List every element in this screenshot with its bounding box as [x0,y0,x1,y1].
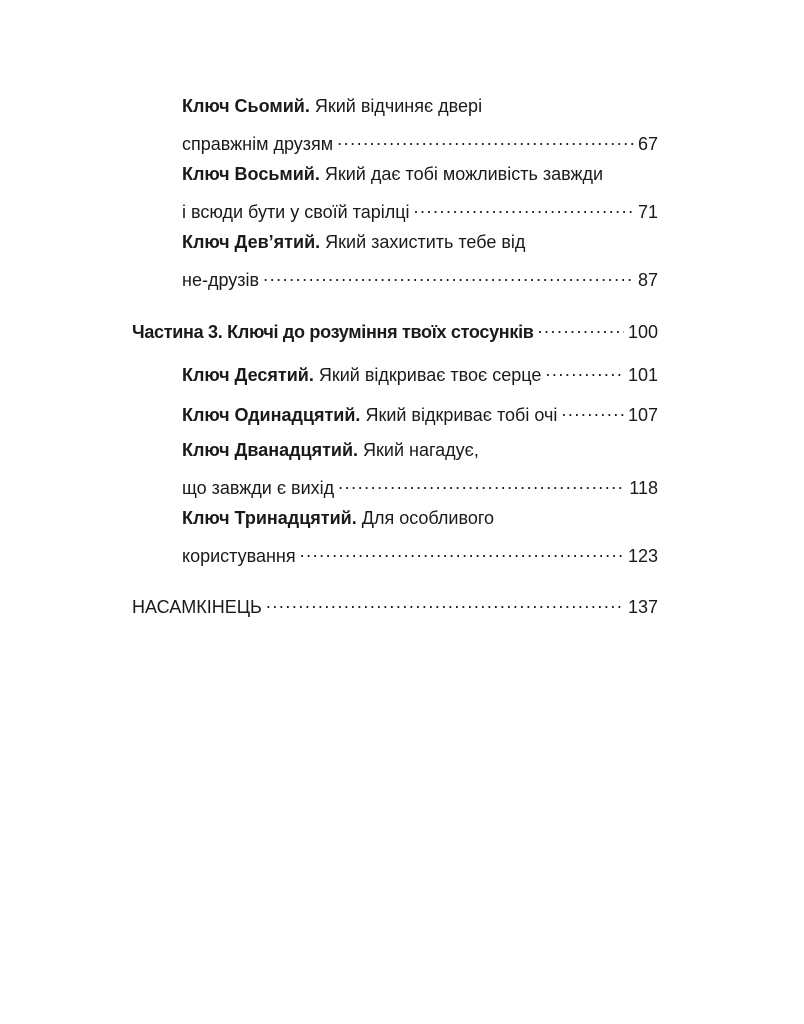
toc-page-number: 100 [627,322,658,342]
toc-entry-line1 [182,95,658,117]
dot-leader [561,399,624,421]
toc-entry-key-seven[interactable] [182,95,658,155]
toc-entry-line [132,591,658,618]
toc-entry-text: Який відчиняє двері [309,96,483,116]
toc-page-number: 137 [627,597,658,617]
dot-leader [263,264,634,286]
toc-entry-line [182,359,658,386]
toc-key-label: Ключ Восьмий. [182,164,320,184]
toc-entry-key-eight[interactable] [182,163,658,223]
toc-page-number: 107 [627,405,658,425]
dot-leader [538,316,624,338]
toc-entry-text-cont: користування [182,546,296,566]
toc-entry-text: Який відкриває тобі очі [360,405,558,425]
toc-key-label: Ключ Дев’ятий. [182,232,321,252]
toc-key-label: Ключ Тринадцятий. [182,508,357,528]
toc-entry-line1 [182,231,658,253]
toc-entry-line2 [182,472,658,499]
toc-entry-text-cont: що завжди є вихід [182,478,335,498]
toc-key-label: Ключ Одинадцятий. [182,405,361,425]
toc-part-title: Частина 3. Ключі до розуміння твоїх стосунків [132,322,534,342]
toc-entry-line2 [182,540,658,567]
toc-page-number: 101 [627,365,658,385]
toc-key-label: Ключ Десятий. [182,365,314,385]
toc-entry-part-three[interactable] [132,316,658,343]
toc-entry-key-eleven[interactable] [182,399,658,426]
toc-key-label: Ключ Дванадцятий. [182,440,359,460]
toc-entry-key-nine[interactable] [182,231,658,291]
toc-entry-line [182,399,658,426]
toc-entry-line1 [182,507,658,529]
toc-page-number: 71 [637,202,658,222]
toc-key-label: Ключ Сьомий. [182,96,310,116]
toc-page-number: 118 [629,478,658,498]
toc-part-title: НАСАМКІНЕЦЬ [132,597,262,617]
toc-page-number: 123 [627,546,658,566]
toc-entry-line [132,316,658,343]
toc-entry-text-cont: і всюди бути у своїй тарілці [182,202,410,222]
toc-entry-key-twelve[interactable] [182,439,658,499]
dot-leader [338,472,625,494]
toc-entry-key-ten[interactable] [182,359,658,386]
toc-entry-text: Який відкриває твоє серце [313,365,542,385]
dot-leader [414,196,634,218]
toc-entry-text-cont: справжнім друзям [182,134,334,154]
dot-leader [337,128,634,150]
toc-entry-line2 [182,128,658,155]
toc-page-number: 67 [637,134,658,154]
toc-entry-key-thirteen[interactable] [182,507,658,567]
toc-entry-text: Для особливого [356,508,495,528]
toc-entry-line2 [182,264,658,291]
toc-entry-line1 [182,163,658,185]
toc-entry-conclusion[interactable] [132,591,658,618]
toc-entry-line2 [182,196,658,223]
toc-page-number: 87 [637,270,658,290]
dot-leader [266,591,624,613]
toc-entry-text-cont: не-друзів [182,270,260,290]
toc-entry-text: Який захистить тебе від [320,232,526,252]
dot-leader [300,540,624,562]
toc-entry-text: Який нагадує, [358,440,479,460]
dot-leader [545,359,624,381]
toc-entry-text: Який дає тобі можливість завжди [319,164,604,184]
toc-entry-line1 [182,439,658,461]
